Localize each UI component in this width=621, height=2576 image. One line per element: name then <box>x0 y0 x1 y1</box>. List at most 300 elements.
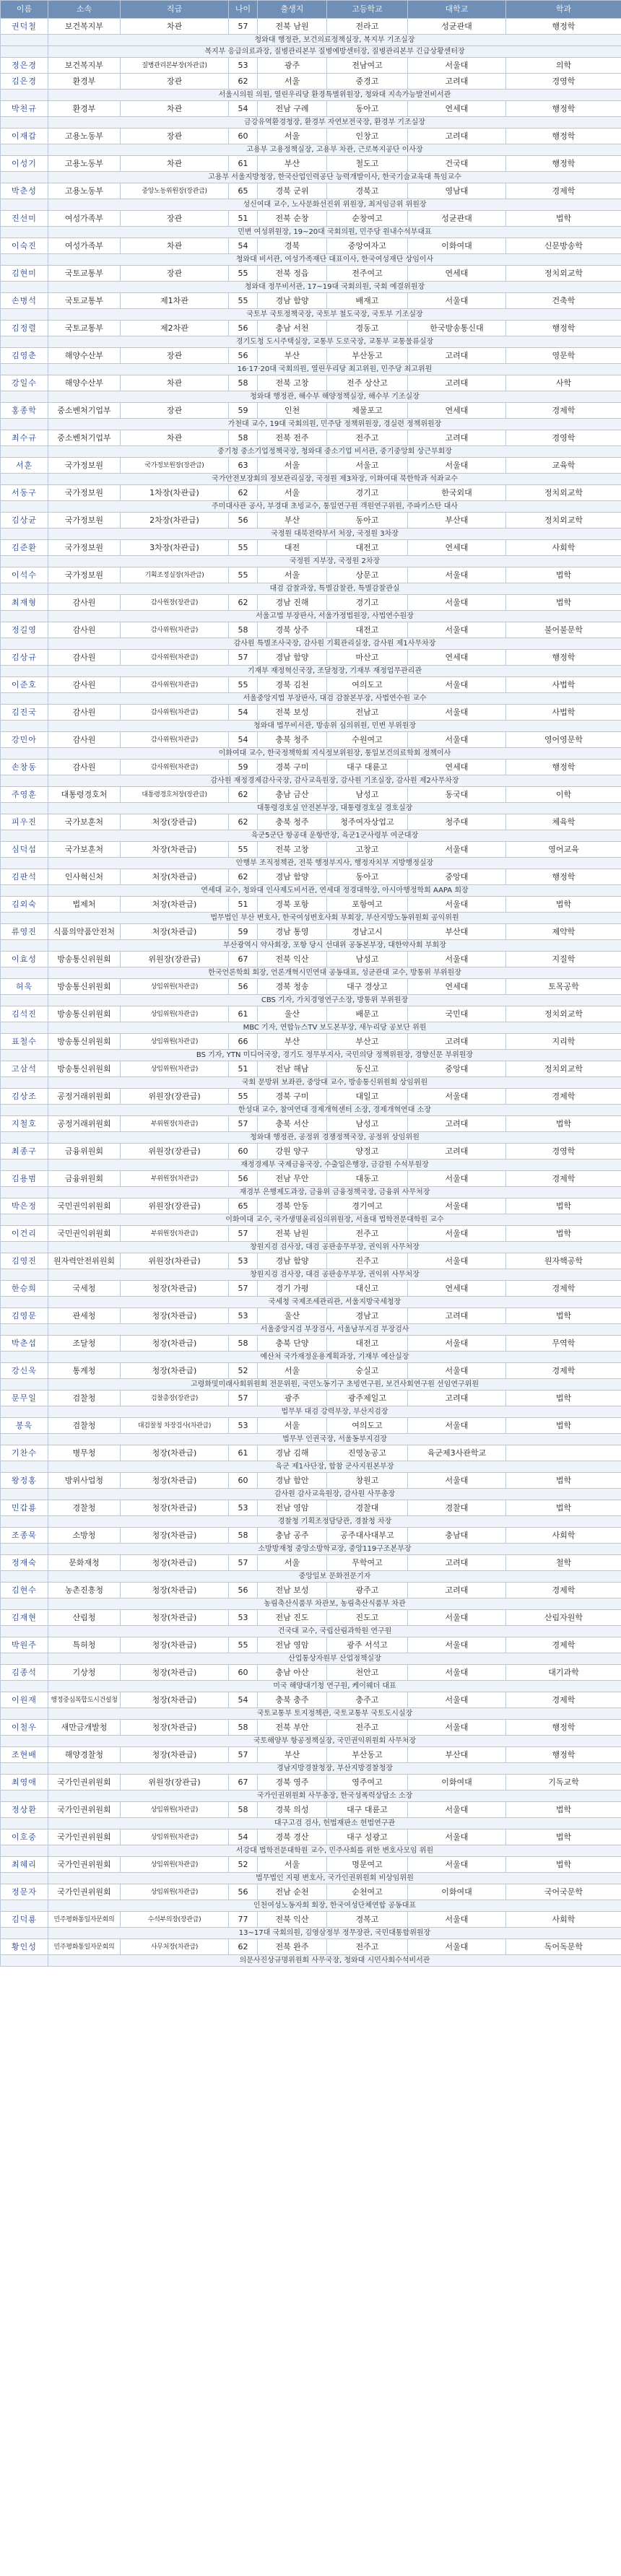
official-age: 54 <box>229 732 258 748</box>
official-rank: 제1차관 <box>121 293 229 309</box>
official-age: 60 <box>229 1144 258 1159</box>
official-high-school: 여의도고 <box>327 1418 408 1434</box>
career-spacer <box>1 1598 48 1610</box>
table-row <box>1 1857 621 1873</box>
official-high-school: 무학여고 <box>327 1555 408 1571</box>
career-row <box>1 1708 621 1720</box>
official-high-school: 동아고 <box>327 101 408 117</box>
official-birthplace: 전북 전주 <box>258 430 327 446</box>
official-age: 55 <box>229 1637 258 1653</box>
official-birthplace: 부산 <box>258 1034 327 1050</box>
official-age: 54 <box>229 1829 258 1845</box>
official-career: 창원지검 검사장, 대검 공판송무부장, 권익위 사무처장 <box>48 1269 621 1281</box>
career-row <box>1 775 621 787</box>
official-university: 서울대 <box>408 1939 506 1955</box>
official-high-school: 충주고 <box>327 1692 408 1708</box>
career-row <box>1 1845 621 1857</box>
official-high-school: 중경고 <box>327 74 408 90</box>
career-row <box>1 803 621 814</box>
career-spacer <box>1 446 48 458</box>
career-row <box>1 1763 621 1775</box>
career-row <box>1 1242 621 1253</box>
official-rank: 중앙노동위원장(장관급) <box>121 183 229 199</box>
table-row <box>1 1637 621 1653</box>
official-birthplace: 경북 군위 <box>258 183 327 199</box>
table-row <box>1 760 621 775</box>
official-high-school: 서울고 <box>327 458 408 474</box>
official-name: 김용범 <box>1 1171 48 1187</box>
official-name: 조현배 <box>1 1747 48 1763</box>
career-row <box>1 1790 621 1802</box>
official-career: MBC 기자, 연합뉴스TV 보도본부장, 새누리당 공보단 위원 <box>48 1022 621 1034</box>
column-header: 소속 <box>48 1 121 19</box>
official-career: 복지부 응급의료과장, 질병관리본부 질병예방센터장, 질병관리본부 긴급상황센터장 <box>48 46 621 58</box>
official-name: 김상조 <box>1 1089 48 1105</box>
official-university: 서울대 <box>408 1829 506 1845</box>
official-org: 행정중심복합도시건설청 <box>48 1692 121 1708</box>
official-university: 서울대 <box>408 458 506 474</box>
official-high-school: 전남고 <box>327 705 408 721</box>
official-rank: 1차장(차관급) <box>121 485 229 501</box>
career-row <box>1 282 621 293</box>
table-row <box>1 238 621 254</box>
official-org: 국가인권위원회 <box>48 1829 121 1845</box>
official-high-school: 경찰대 <box>327 1500 408 1516</box>
official-career: 청와대 행정관, 보건의료정책실장, 복지부 기조실장 <box>48 35 621 46</box>
official-name: 이건리 <box>1 1226 48 1242</box>
official-university: 서울대 <box>408 1171 506 1187</box>
table-row <box>1 321 621 336</box>
official-high-school: 대전고 <box>327 622 408 638</box>
official-high-school: 대일고 <box>327 1089 408 1105</box>
official-major: 행정학 <box>506 321 621 336</box>
official-birthplace: 전북 보성 <box>258 705 327 721</box>
official-career: 감사원 특별조사국장, 감사원 기획관리실장, 감사원 제1사무차장 <box>48 638 621 650</box>
official-major: 법학 <box>506 1116 621 1132</box>
official-org: 감사원 <box>48 705 121 721</box>
career-row <box>1 35 621 46</box>
official-high-school: 전라고 <box>327 19 408 35</box>
table-row <box>1 1939 621 1955</box>
official-rank: 제2차관 <box>121 321 229 336</box>
official-birthplace: 경북 <box>258 238 327 254</box>
official-career: 경기도청 도시주택실장, 교통부 도로국장, 교통부 교통물류실장 <box>48 336 621 348</box>
official-career: 서울중앙지검 부장검사, 서울남부지검 부장검사 <box>48 1324 621 1336</box>
column-header: 이름 <box>1 1 48 19</box>
official-age: 61 <box>229 156 258 172</box>
official-career: 국회 문방위 보좌관, 중앙대 교수, 방송통신위원회 상임위원 <box>48 1077 621 1089</box>
column-header: 출생지 <box>258 1 327 19</box>
table-row <box>1 1144 621 1159</box>
official-university: 연세대 <box>408 1281 506 1297</box>
career-spacer <box>1 474 48 485</box>
table-row <box>1 595 621 611</box>
official-career: 국정원 대북전략부서 처장, 국정원 3차장 <box>48 528 621 540</box>
official-university: 서울대 <box>408 595 506 611</box>
official-university: 서울대 <box>408 897 506 913</box>
table-row <box>1 1665 621 1681</box>
official-age: 54 <box>229 705 258 721</box>
official-birthplace: 서울 <box>258 129 327 144</box>
official-birthplace: 광주 <box>258 58 327 74</box>
official-major: 지리학 <box>506 1034 621 1050</box>
official-university: 서울대 <box>408 952 506 967</box>
official-name: 한승희 <box>1 1281 48 1297</box>
official-career: 국정원 지부장, 국정원 2차장 <box>48 556 621 567</box>
official-org: 금융위원회 <box>48 1144 121 1159</box>
official-birthplace: 충북 충주 <box>258 1692 327 1708</box>
official-birthplace: 대전 <box>258 540 327 556</box>
official-high-school: 배재고 <box>327 293 408 309</box>
official-name: 허욱 <box>1 979 48 995</box>
table-row <box>1 1336 621 1352</box>
table-row <box>1 293 621 309</box>
career-row <box>1 1352 621 1363</box>
career-row <box>1 446 621 458</box>
official-org: 감사원 <box>48 650 121 666</box>
career-row <box>1 1159 621 1171</box>
official-age: 62 <box>229 814 258 830</box>
official-birthplace: 울산 <box>258 1006 327 1022</box>
career-row <box>1 556 621 567</box>
official-org: 농촌진흥청 <box>48 1583 121 1598</box>
official-career: 중앙일보 문화전문기자 <box>48 1571 621 1583</box>
official-age: 62 <box>229 485 258 501</box>
official-major: 토목공학 <box>506 979 621 995</box>
official-major: 경제학 <box>506 183 621 199</box>
official-org: 병무청 <box>48 1445 121 1461</box>
career-spacer <box>1 1790 48 1802</box>
official-high-school: 천안고 <box>327 1665 408 1681</box>
table-row <box>1 348 621 364</box>
table-row <box>1 540 621 556</box>
career-row <box>1 1297 621 1308</box>
official-career: 청와대 법무비서관, 방송위 심의위원, 민변 부위원장 <box>48 721 621 732</box>
official-birthplace: 부산 <box>258 348 327 364</box>
official-rank: 감사위원(차관급) <box>121 677 229 693</box>
official-org: 검찰청 <box>48 1418 121 1434</box>
table-row <box>1 1445 621 1461</box>
official-org: 국가정보원 <box>48 458 121 474</box>
official-university: 서울대 <box>408 293 506 309</box>
official-rank: 장관 <box>121 74 229 90</box>
official-birthplace: 전남 진도 <box>258 1610 327 1626</box>
official-org: 국가인권위원회 <box>48 1884 121 1900</box>
career-spacer <box>1 1461 48 1473</box>
official-university: 중앙대 <box>408 1061 506 1077</box>
official-org: 고용노동부 <box>48 129 121 144</box>
official-name: 이준호 <box>1 677 48 693</box>
official-birthplace: 경북 의성 <box>258 1802 327 1818</box>
table-row <box>1 430 621 446</box>
career-row <box>1 666 621 677</box>
table-row <box>1 1747 621 1763</box>
official-rank: 상임위원(차관급) <box>121 1857 229 1873</box>
official-birthplace: 전남 영암 <box>258 1637 327 1653</box>
official-high-school: 제물포고 <box>327 403 408 419</box>
table-row <box>1 1912 621 1928</box>
official-university: 이화여대 <box>408 238 506 254</box>
official-birthplace: 경북 상주 <box>258 622 327 638</box>
table-row <box>1 1006 621 1022</box>
official-rank: 차관 <box>121 156 229 172</box>
official-age: 53 <box>229 1253 258 1269</box>
official-major: 법학 <box>506 211 621 227</box>
table-row <box>1 567 621 583</box>
career-spacer <box>1 1736 48 1747</box>
table-row <box>1 485 621 501</box>
official-high-school: 광주고 <box>327 1583 408 1598</box>
official-name: 강일수 <box>1 375 48 391</box>
official-university: 경찰대 <box>408 1500 506 1516</box>
official-age: 58 <box>229 1802 258 1818</box>
official-career: 재정경제부 국제금융국장, 수출입은행장, 금감원 수석부원장 <box>48 1159 621 1171</box>
official-high-school: 수원여고 <box>327 732 408 748</box>
official-rank: 수석부의장(장관급) <box>121 1912 229 1928</box>
official-birthplace: 전북 익산 <box>258 952 327 967</box>
career-row <box>1 913 621 924</box>
official-university: 서울대 <box>408 1473 506 1489</box>
official-org: 공정거래위원회 <box>48 1089 121 1105</box>
official-career: 서울중앙지법 부장판사, 대검 감찰본부장, 사법연수원 교수 <box>48 693 621 705</box>
table-row <box>1 979 621 995</box>
career-spacer <box>1 1022 48 1034</box>
official-org: 국가인권위원회 <box>48 1857 121 1873</box>
official-org: 국가정보원 <box>48 567 121 583</box>
career-spacer <box>1 1214 48 1226</box>
official-org: 산림청 <box>48 1610 121 1626</box>
official-birthplace: 경북 구미 <box>258 1089 327 1105</box>
official-birthplace: 서울 <box>258 1363 327 1379</box>
table-row <box>1 1802 621 1818</box>
official-university: 서울대 <box>408 1336 506 1352</box>
career-spacer <box>1 90 48 101</box>
official-name: 김상균 <box>1 513 48 528</box>
official-career: 국토교통부 토지정책관, 국토교통부 국토도시실장 <box>48 1708 621 1720</box>
official-rank: 청장(차관급) <box>121 1720 229 1736</box>
official-career: 소방방재청 중앙소방학교장, 중앙119구조본부장 <box>48 1544 621 1555</box>
official-high-school: 대전고 <box>327 540 408 556</box>
official-high-school: 진영농공고 <box>327 1445 408 1461</box>
official-high-school: 부산동고 <box>327 1747 408 1763</box>
official-rank: 기획조정실장(차관급) <box>121 567 229 583</box>
table-row <box>1 403 621 419</box>
official-university: 고려대 <box>408 1034 506 1050</box>
official-age: 56 <box>229 513 258 528</box>
official-university: 고려대 <box>408 1391 506 1406</box>
official-career: 성신여대 교수, 노사문화선진위 위원장, 최저임금위 위원장 <box>48 199 621 211</box>
career-row <box>1 1105 621 1116</box>
official-org: 해양수산부 <box>48 375 121 391</box>
official-career: 서울고법 부장판사, 서울가정법원장, 사법연수원장 <box>48 611 621 622</box>
official-birthplace: 울산 <box>258 1308 327 1324</box>
official-age: 59 <box>229 403 258 419</box>
career-spacer <box>1 1105 48 1116</box>
official-name: 심덕섭 <box>1 842 48 858</box>
career-spacer <box>1 117 48 129</box>
official-age: 62 <box>229 74 258 90</box>
career-row <box>1 227 621 238</box>
official-birthplace: 경북 영주 <box>258 1775 327 1790</box>
official-university: 국민대 <box>408 1006 506 1022</box>
career-row <box>1 1050 621 1061</box>
official-name: 정재숙 <box>1 1555 48 1571</box>
official-rank: 위원장(장관급) <box>121 1089 229 1105</box>
table-row <box>1 814 621 830</box>
official-name: 김재현 <box>1 1610 48 1626</box>
official-name: 주영훈 <box>1 787 48 803</box>
official-career: 이화여대 교수, 한국정책학회 지식정보위원장, 통일보건의료학회 정책이사 <box>48 748 621 760</box>
official-name: 최수규 <box>1 430 48 446</box>
official-high-school: 중앙여자고 <box>327 238 408 254</box>
career-row <box>1 46 621 58</box>
career-row <box>1 172 621 183</box>
official-major: 법학 <box>506 1857 621 1873</box>
official-university: 부산대 <box>408 924 506 940</box>
official-career: 가천대 교수, 19대 국회의원, 민주당 정책위원장, 경실련 정책위원장 <box>48 419 621 430</box>
official-career: 대통령경호실 안전본부장, 대통령경호실 경호실장 <box>48 803 621 814</box>
career-spacer <box>1 1489 48 1500</box>
table-row <box>1 732 621 748</box>
official-high-school: 경남고시 <box>327 924 408 940</box>
career-spacer <box>1 1297 48 1308</box>
official-career: 법무부 대검 강력부장, 부산지검장 <box>48 1406 621 1418</box>
official-age: 62 <box>229 1939 258 1955</box>
career-spacer <box>1 830 48 842</box>
official-birthplace: 충북 청주 <box>258 732 327 748</box>
official-rank: 청장(차관급) <box>121 1555 229 1571</box>
official-high-school: 대구 성광고 <box>327 1829 408 1845</box>
career-row <box>1 501 621 513</box>
official-name: 최재형 <box>1 595 48 611</box>
official-org: 법제처 <box>48 897 121 913</box>
official-career: 서강대 법학전문대학원 교수, 민주사회를 위한 변호사모임 위원 <box>48 1845 621 1857</box>
official-birthplace: 서울 <box>258 1418 327 1434</box>
official-university: 서울대 <box>408 1198 506 1214</box>
official-birthplace: 전남 보성 <box>258 1583 327 1598</box>
official-high-school: 경기고 <box>327 485 408 501</box>
official-age: 62 <box>229 787 258 803</box>
official-rank: 부위원장(차관급) <box>121 1116 229 1132</box>
official-high-school: 공주대사대부고 <box>327 1528 408 1544</box>
official-org: 국세청 <box>48 1281 121 1297</box>
official-birthplace: 전북 완주 <box>258 1939 327 1955</box>
official-org: 방송통신위원회 <box>48 1006 121 1022</box>
official-university: 고려대 <box>408 74 506 90</box>
official-age: 67 <box>229 1775 258 1790</box>
official-birthplace: 서울 <box>258 485 327 501</box>
official-career: 감사원 재정경제감사국장, 감사교육원장, 감사원 기조실장, 감사원 제2사무차장 <box>48 775 621 787</box>
official-name: 왕정홍 <box>1 1473 48 1489</box>
official-career: CBS 기자, 가치경영연구소장, 방통위 부위원장 <box>48 995 621 1006</box>
official-rank: 위원장(장관급) <box>121 952 229 967</box>
official-career: 13~17대 국회의원, 김영삼정부 정무장관, 국민대통합위원장 <box>48 1928 621 1939</box>
official-rank: 위원장(차관급) <box>121 1253 229 1269</box>
official-org: 감사원 <box>48 732 121 748</box>
official-birthplace: 경남 함양 <box>258 869 327 885</box>
official-age: 57 <box>229 1555 258 1571</box>
career-spacer <box>1 1324 48 1336</box>
official-org: 국가정보원 <box>48 513 121 528</box>
official-high-school: 철도고 <box>327 156 408 172</box>
career-spacer <box>1 1763 48 1775</box>
table-row <box>1 1829 621 1845</box>
official-major: 경영학 <box>506 74 621 90</box>
official-rank: 청장(차관급) <box>121 1473 229 1489</box>
official-university: 고려대 <box>408 348 506 364</box>
career-spacer <box>1 995 48 1006</box>
career-spacer <box>1 1516 48 1528</box>
official-org: 민주평화통일자문회의 <box>48 1912 121 1928</box>
official-age: 53 <box>229 1418 258 1434</box>
career-row <box>1 528 621 540</box>
official-career: BS 기자, YTN 미디어국장, 경기도 정무부지사, 국민의당 정책위원장, 경향신문 부위원장 <box>48 1050 621 1061</box>
official-rank: 위원장(장관급) <box>121 1198 229 1214</box>
official-high-school: 대전고 <box>327 1336 408 1352</box>
official-name: 이숙진 <box>1 238 48 254</box>
official-name: 이철우 <box>1 1720 48 1736</box>
official-university: 충남대 <box>408 1528 506 1544</box>
official-career: 서울시의원 의원, 열린우리당 환경특별위원장, 청와대 지속가능발전비서관 <box>48 90 621 101</box>
official-major: 행정학 <box>506 156 621 172</box>
official-rank: 처장(차관급) <box>121 897 229 913</box>
official-rank: 차관 <box>121 101 229 117</box>
official-career: 육군 제1사단장, 합참 군사지원본부장 <box>48 1461 621 1473</box>
career-row <box>1 1955 621 1967</box>
table-row <box>1 650 621 666</box>
official-name: 김덕룡 <box>1 1912 48 1928</box>
career-row <box>1 858 621 869</box>
official-major: 정치외교학 <box>506 1061 621 1077</box>
career-spacer <box>1 721 48 732</box>
official-university: 부산대 <box>408 1747 506 1763</box>
career-spacer <box>1 583 48 595</box>
official-major: 행정학 <box>506 760 621 775</box>
official-major: 행정학 <box>506 19 621 35</box>
official-org: 국가보훈처 <box>48 842 121 858</box>
official-career: 육군5군단 항공대 운항반장, 육군1군사령부 여군대장 <box>48 830 621 842</box>
official-career: 민변 여성위원장, 19~20대 국회의원, 민주당 원내수석부대표 <box>48 227 621 238</box>
official-birthplace: 전남 무안 <box>258 1171 327 1187</box>
official-university: 연세대 <box>408 540 506 556</box>
table-row <box>1 1528 621 1544</box>
official-university: 서울대 <box>408 1720 506 1736</box>
official-age: 67 <box>229 952 258 967</box>
official-birthplace: 충북 서산 <box>258 1116 327 1132</box>
official-name: 박춘섭 <box>1 1336 48 1352</box>
official-high-school: 순창여고 <box>327 211 408 227</box>
official-rank: 검찰총장(장관급) <box>121 1391 229 1406</box>
career-spacer <box>1 1242 48 1253</box>
official-high-school: 양정고 <box>327 1144 408 1159</box>
official-birthplace: 경남 진해 <box>258 595 327 611</box>
official-university: 서울대 <box>408 1802 506 1818</box>
official-birthplace: 충남 서천 <box>258 321 327 336</box>
official-age: 55 <box>229 1089 258 1105</box>
official-career: 16·17·20대 국회의원, 열린우리당 최고위원, 민주당 최고위원 <box>48 364 621 375</box>
official-high-school: 대신고 <box>327 1281 408 1297</box>
career-row <box>1 1324 621 1336</box>
official-career: 부산광역시 약사회장, 포항 당시 선대위 공동본부장, 대한약사회 부회장 <box>48 940 621 952</box>
official-org: 중소벤처기업부 <box>48 403 121 419</box>
official-birthplace: 전북 고창 <box>258 375 327 391</box>
table-row <box>1 1198 621 1214</box>
official-name: 김판석 <box>1 869 48 885</box>
official-name: 기찬수 <box>1 1445 48 1461</box>
official-org: 금융위원회 <box>48 1171 121 1187</box>
official-university: 서울대 <box>408 705 506 721</box>
career-spacer <box>1 1434 48 1445</box>
